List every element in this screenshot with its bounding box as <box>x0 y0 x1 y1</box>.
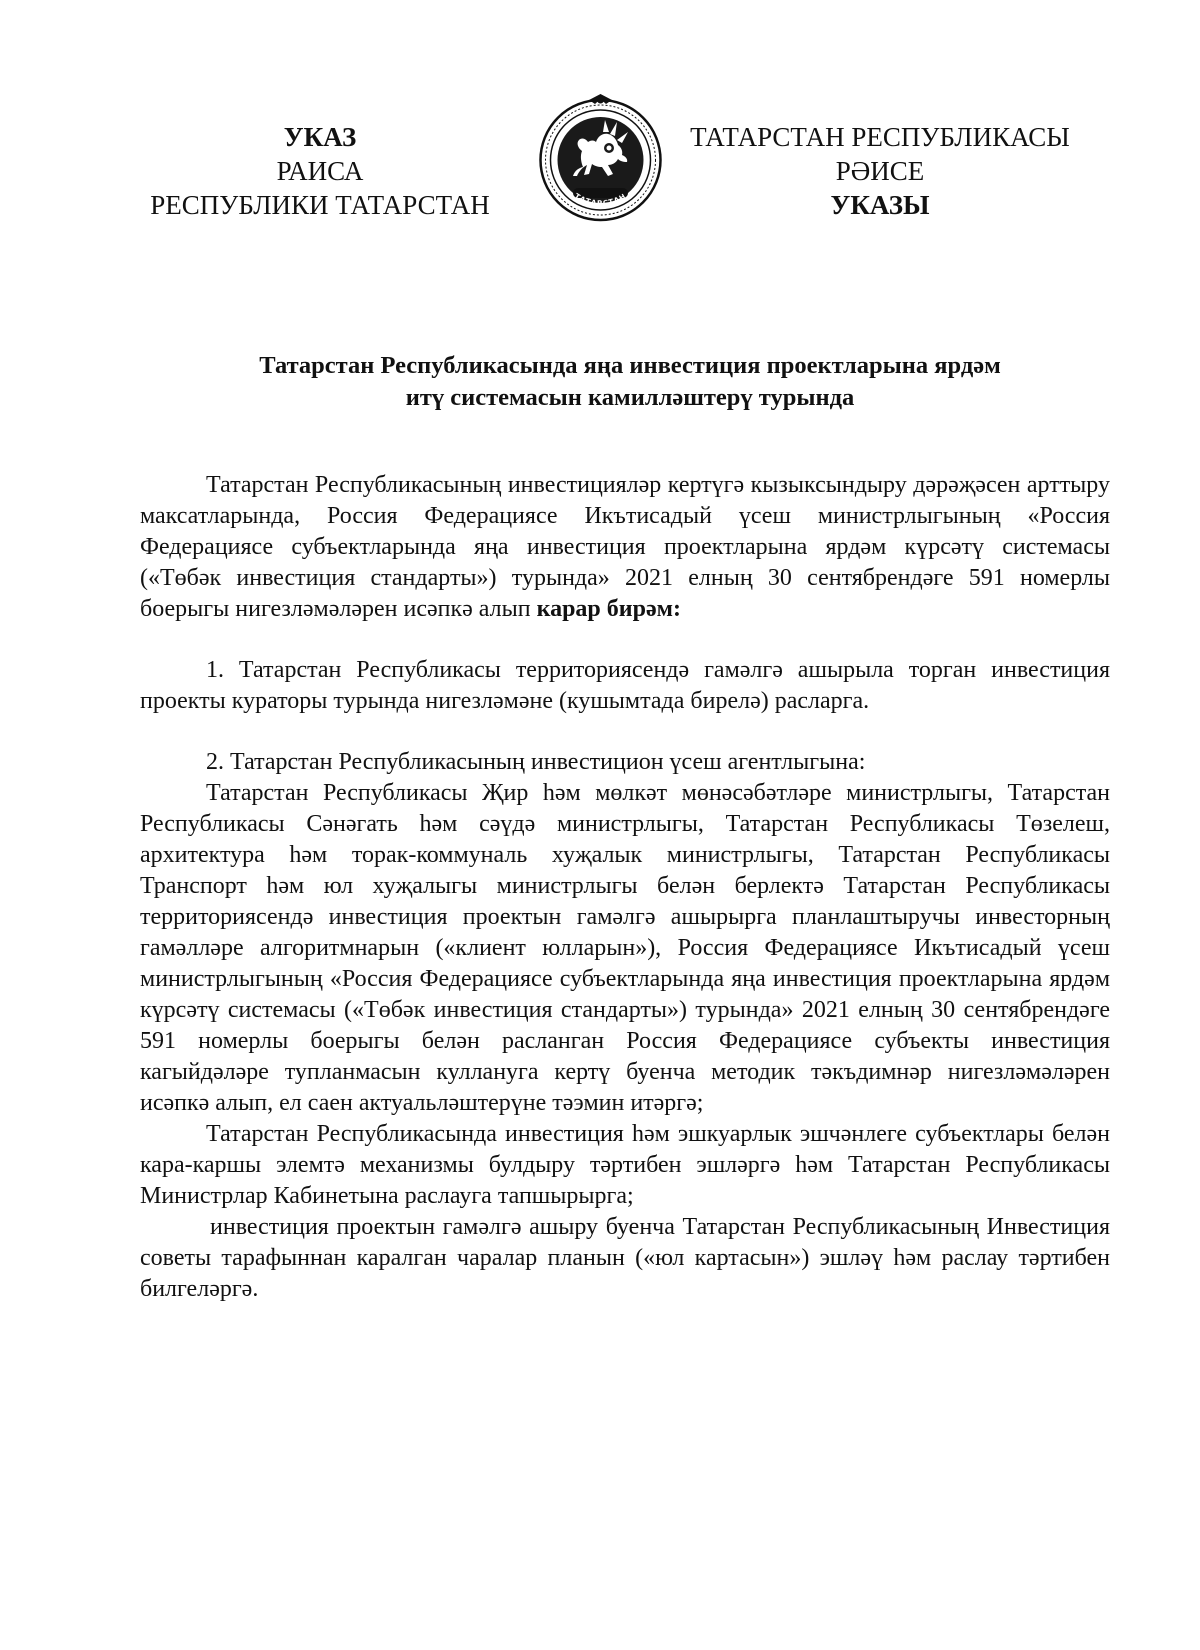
item-1-paragraph: 1. Татарстан Республикасы территориясендә гамәлгә ашырыла торган инвестиция проекты кураторы турында нигезләмәне (кушымтада бирелә) расларга. <box>140 657 1110 714</box>
header-left-line3: РЕСПУБЛИКИ ТАТАРСТАН <box>150 190 490 220</box>
item-2b-paragraph: Татарстан Республикасында инвестиция һәм эшкуарлык эшчәнлеге субъектлары белән кара-каршы элемтә механизмы булдыру тәртибен эшләргә һәм Татарстан Республикасы Министрлар Кабинетына раслауга тапшырырга; <box>140 1121 1110 1209</box>
item-2a-paragraph: Татарстан Республикасы Җир һәм мөлкәт мөнәсәбәтләре министрлыгы, Татарстан Республикасы Сәнәгать һәм сәүдә министрлыгы, Татарстан Республикасы Төзелеш, архитектура һәм торак-коммуналь хуҗалык министрлыгы, Татарстан Республикасы Транспорт һәм юл хуҗалыгы министрлыгы белән берлектә Татарстан Республикасы территориясендә инвестиция проектын гамәлгә ашырырга планлаштыручы инвесторның гамәлләре алгоритмнарын («клиент юлларын»), Россия Федерациясе Икътисадый үсеш министрлыгының «Россия Федерациясе субъектларында яңа инвестиция проектларына ярдәм күрсәтү системасы («Төбәк инвестиция стандарты») турында» 2021 елның 30 сентябрендәге 591 номерлы боерыгы белән расланган Россия Федерациясе субъекты инвестиция кагыйдәләре тупланмасын куллануга кертү буенча методик тәкъдимнәр нигезләмәләрен исәпкә алып, ел саен актуальләштерүне тәэмин итәргә; <box>140 780 1110 1116</box>
decree-title-line1: Татарстан Республикасында яңа инвестиция проектларына ярдәм <box>259 352 1001 379</box>
header-right-tatar <box>680 120 1080 222</box>
preamble-resolution: карар бирәм: <box>536 596 681 622</box>
item-2-paragraph: 2. Татарстан Республикасының инвестицион үсеш агентлыгына: <box>206 749 866 775</box>
header-left-russian <box>140 120 500 222</box>
preamble-text: Татарстан Республикасының инвестицияләр кертүгә кызыксындыру дәрәҗәсен арттыру максатларында, Россия Федерациясе Икътисадый үсеш министрлыгының «Россия Федерациясе субъектларында яңа инвестиция проектларына ярдәм күрсәтү системасы («Төбәк инвестиция стандарты») турында» 2021 елның 30 сентябрендәге 591 номерлы боерыгы нигезләмәләрен исәпкә алып <box>140 472 1110 622</box>
item-2c-paragraph: инвестиция проектын гамәлгә ашыру буенча Татарстан Республикасының Инвестиция советы тарафыннан каралган чаралар планын («юл картасын») эшләү һәм раслау тәртибен билгеләргә. <box>140 1214 1110 1302</box>
header-right-line1: ТАТАРСТАН РЕСПУБЛИКАСЫ <box>690 122 1070 152</box>
decree-title <box>140 350 1120 414</box>
decree-body <box>140 470 1110 1305</box>
decree-title-line2: итү системасын камилләштерү турында <box>405 384 855 411</box>
emblem-ring-text: ТАТАРСТАН <box>573 192 628 208</box>
coat-of-arms-icon <box>533 90 668 225</box>
header-left-line1: УКАЗ <box>283 122 357 152</box>
preamble-paragraph <box>140 470 1110 625</box>
header-left-line2: РАИСА <box>276 156 364 186</box>
header-right-line3: УКАЗЫ <box>830 190 930 220</box>
header-right-line2: РӘИСЕ <box>835 156 925 186</box>
